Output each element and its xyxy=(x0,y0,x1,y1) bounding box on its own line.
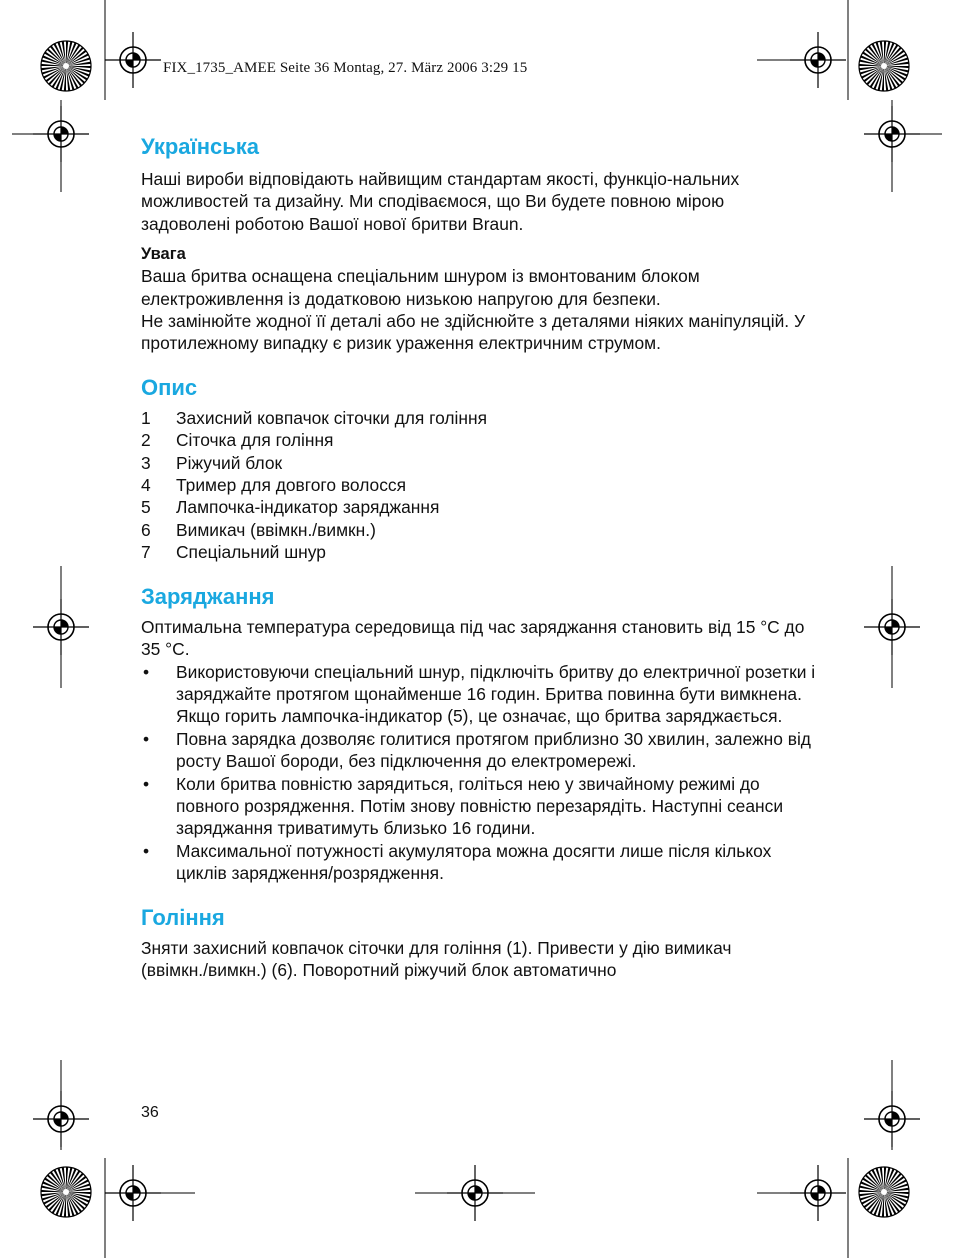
list-item xyxy=(141,840,821,885)
item-text: Ріжучий блок xyxy=(176,452,283,473)
list-item xyxy=(141,452,821,474)
section-title-charging: Заряджання xyxy=(141,583,275,609)
item-text: Тример для довгого волосся xyxy=(176,475,407,496)
item-number: 3 xyxy=(141,452,151,473)
section-title-description: Опис xyxy=(141,374,198,400)
warning-text: Ваша бритва оснащена спеціальним шнуром із вмонтованим блоком електроживлення із додатковою низькою напругою для безпеки. xyxy=(141,266,700,309)
item-text: Вимикач (ввімкн./вимкн.) xyxy=(176,519,376,540)
item-text: Захисний ковпачок сіточки для гоління xyxy=(176,407,488,428)
list-item xyxy=(141,541,821,563)
item-number: 4 xyxy=(141,475,151,496)
list-item xyxy=(141,496,821,518)
section-title-ukrainian: Українська xyxy=(141,134,260,159)
star-target-icon xyxy=(859,41,909,91)
section-title-shaving: Гоління xyxy=(141,904,225,930)
charging-bullets xyxy=(141,661,821,885)
description-list xyxy=(141,407,821,564)
print-slug: FIX_1735_AMEE Seite 36 Montag, 27. März 2006 3:29 15 xyxy=(163,60,528,76)
shaving-paragraph: Зняти захисний ковпачок сіточки для гоління (1). Привести у дію вимикач (ввімкн./вимкн.) (6). Поворотний ріжучий блок автоматично xyxy=(141,937,732,980)
registration-mark-icon xyxy=(447,1165,503,1221)
list-item xyxy=(141,773,821,840)
registration-mark-icon xyxy=(33,599,89,655)
registration-mark-icon xyxy=(790,32,846,88)
item-number: 1 xyxy=(141,407,151,428)
item-number: 7 xyxy=(141,542,151,563)
star-target-icon xyxy=(41,41,91,91)
registration-mark-icon xyxy=(790,1165,846,1221)
charging-intro: Оптимальна температура середовища під час заряджання становить від 15 °C до 35 °C. xyxy=(141,616,805,660)
item-text: Коли бритва повністю зарядиться, голіться нею у звичайному режимі до повного розрядження. Потім знову повністю перезарядіть. Наступні сеанси заряджання триватимуть близько 16 години. xyxy=(176,773,784,839)
page-number: 36 xyxy=(141,1104,159,1121)
registration-mark-icon xyxy=(864,599,920,655)
list-item xyxy=(141,429,821,451)
warning-text: Не замінюйте жодної її деталі або не здійснюйте з деталями ніяких маніпуляцій. У протилежному випадку є ризик ураження електричним струмом. xyxy=(141,311,806,354)
item-text: Використовуючи спеціальний шнур, підключіть бритву до електричної розетки і заряджайте протягом щонайменше 16 годин. Бритва повинна бути вимкнена. Якщо горить лампочка-індикатор (5), це означає, що бритва заряджається. xyxy=(176,661,816,727)
list-item xyxy=(141,728,821,773)
item-text: Сіточка для гоління xyxy=(176,430,334,451)
intro-paragraph: Наші вироби відповідають найвищим стандартам якості, функціо-нальних можливостей та дизайну. Ми сподіваємося, що Ви будете повною мірою задоволені роботою Вашої нової бритви Braun. xyxy=(141,169,740,234)
item-number: 6 xyxy=(141,519,151,540)
list-item xyxy=(141,474,821,496)
list-item xyxy=(141,407,821,429)
registration-mark-icon xyxy=(33,106,89,162)
item-number: 2 xyxy=(141,430,151,451)
item-number: 5 xyxy=(141,497,151,518)
registration-mark-icon xyxy=(33,1091,89,1147)
list-item xyxy=(141,661,821,728)
registration-mark-icon xyxy=(105,32,161,88)
page-content xyxy=(141,134,821,981)
bullet-icon: • xyxy=(143,728,150,749)
item-text: Максимальної потужності акумулятора можна досягти лише після кількох циклів зарядження/розрядження. xyxy=(176,840,772,884)
warning-label: Увага xyxy=(141,245,186,264)
bullet-icon: • xyxy=(143,840,150,861)
bullet-icon: • xyxy=(143,773,150,794)
star-target-icon xyxy=(41,1167,91,1217)
list-item xyxy=(141,519,821,541)
item-text: Лампочка-індикатор заряджання xyxy=(176,497,440,518)
item-text: Спеціальний шнур xyxy=(176,542,326,563)
star-target-icon xyxy=(859,1167,909,1217)
item-text: Повна зарядка дозволяє голитися протягом приблизно 30 хвилин, залежно від росту Вашої бороди, без підключення до електромережі. xyxy=(176,728,811,772)
registration-mark-icon xyxy=(105,1165,161,1221)
registration-mark-icon xyxy=(864,1091,920,1147)
bullet-icon: • xyxy=(143,661,150,682)
registration-mark-icon xyxy=(864,106,920,162)
